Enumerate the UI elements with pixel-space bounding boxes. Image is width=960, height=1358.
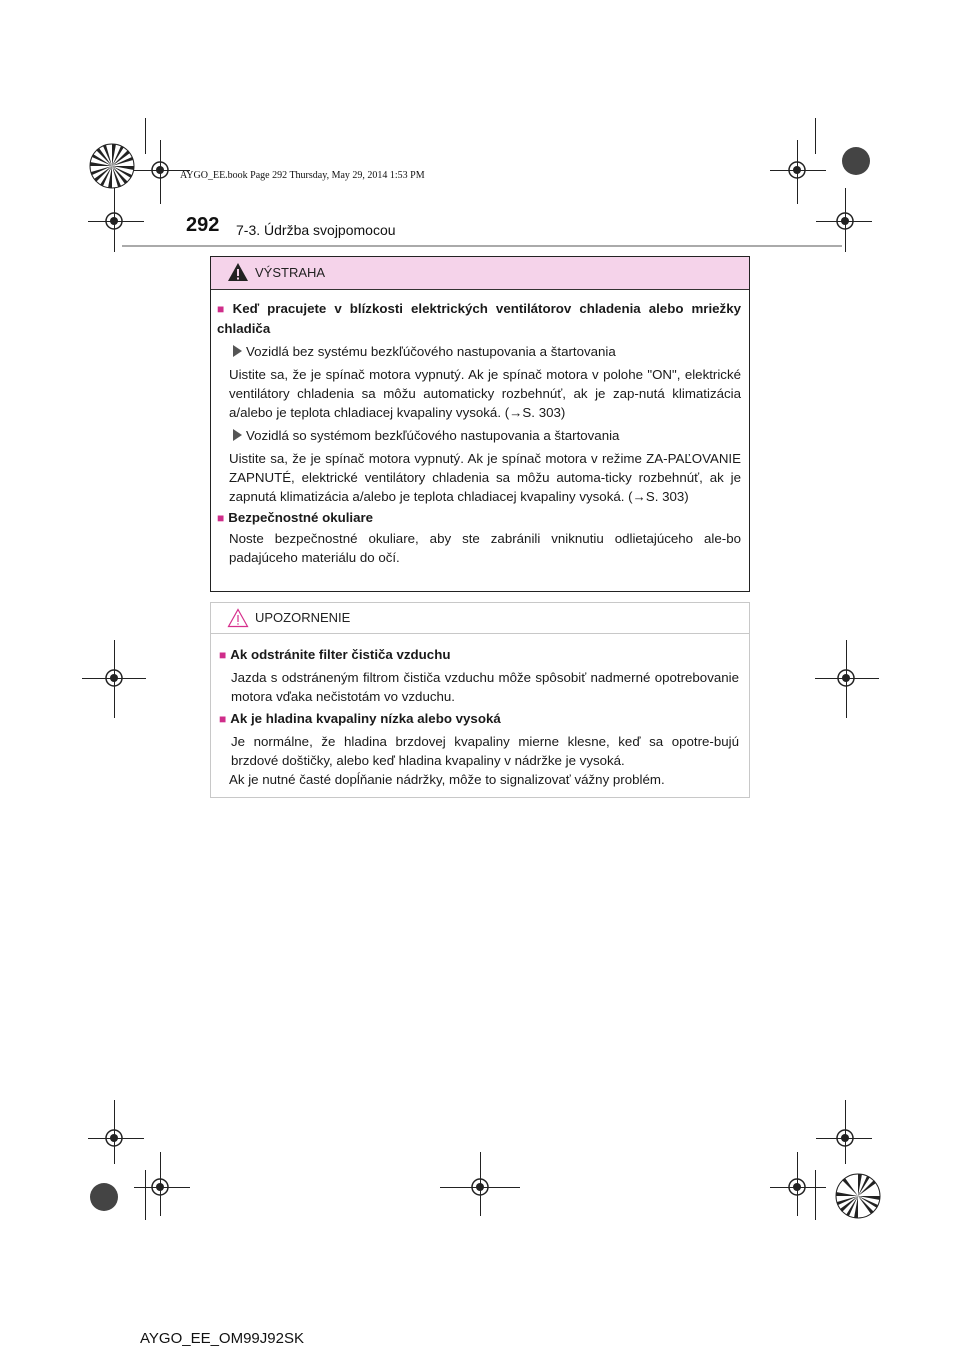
square-bullet-icon: ■ <box>217 302 229 316</box>
registration-mark-icon <box>786 159 808 181</box>
square-bullet-icon: ■ <box>217 511 225 525</box>
registration-mark-icon <box>469 1176 491 1198</box>
registration-mark-icon <box>835 667 857 689</box>
section-title: 7-3. Údržba svojpomocou <box>236 222 396 238</box>
warning-paragraph: Uistite sa, že je spínač motora vypnutý. Ak je spínač motora v režime ZA-PAĽOVANIE ZAPNUTÉ, elektrické ventilátory chladenia sa môžu automa-ticky rozbehnúť, ak je zapnutá klimatizácia a/alebo je teplota chladiacej kvapaliny vysoká. (→S. 303) <box>229 451 741 504</box>
registration-mark-icon <box>103 1127 125 1149</box>
registration-mark-icon <box>149 159 171 181</box>
notice-item-title <box>219 645 739 665</box>
warning-body <box>217 299 741 567</box>
crop-line <box>145 118 146 154</box>
warning-subheading-text: Vozidlá bez systému bezkľúčového nastupovania a štartovania <box>246 344 616 359</box>
warning-item-title <box>217 299 741 338</box>
crop-line <box>815 1170 816 1220</box>
warning-subheading <box>217 426 741 445</box>
triangle-bullet-icon <box>233 345 242 357</box>
warning-subheading-text: Vozidlá so systémom bezkľúčového nastupovania a štartovania <box>246 428 620 443</box>
page-number: 292 <box>186 214 220 236</box>
registration-mark-icon <box>834 1127 856 1149</box>
notice-label: UPOZORNENIE <box>255 610 351 625</box>
warning-item-title-text: Bezpečnostné okuliare <box>228 510 374 525</box>
warning-box <box>210 256 750 592</box>
warning-item-title-text: Keď pracujete v blízkosti elektrických ventilátorov chladenia alebo mriežky chladiča <box>217 301 741 336</box>
caution-triangle-icon <box>227 608 249 628</box>
star-target-icon <box>88 142 136 190</box>
warning-label: VÝSTRAHA <box>255 265 326 280</box>
registration-mark-icon <box>103 210 125 232</box>
warning-triangle-icon <box>227 262 249 282</box>
warning-item-title <box>217 508 741 528</box>
registration-mark-icon <box>103 667 125 689</box>
registration-mark-icon <box>786 1176 808 1198</box>
square-bullet-icon: ■ <box>219 648 227 662</box>
warning-paragraph: Noste bezpečnostné okuliare, aby ste zabránili vniknutiu odlietajúceho ale-bo padajúceho materiálu do očí. <box>229 531 741 565</box>
dark-circle-mark <box>842 147 870 175</box>
square-bullet-icon: ■ <box>219 712 227 726</box>
crop-line <box>145 1170 146 1220</box>
notice-paragraph: Ak je nutné časté dopĺňanie nádržky, môže to signalizovať vážny problém. <box>229 772 665 787</box>
crop-line <box>815 118 816 154</box>
warning-subheading <box>217 342 741 361</box>
notice-box <box>210 602 750 798</box>
notice-header <box>211 603 749 634</box>
book-stamp: AYGO_EE.book Page 292 Thursday, May 29, 2014 1:53 PM <box>180 170 425 181</box>
notice-item-title-text: Ak je hladina kvapaliny nízka alebo vysoká <box>230 711 501 726</box>
registration-mark-icon <box>834 210 856 232</box>
notice-item-title <box>219 709 739 729</box>
notice-body <box>219 645 739 789</box>
triangle-bullet-icon <box>233 429 242 441</box>
header-divider <box>122 245 842 247</box>
notice-paragraph: Jazda s odstráneným filtrom čističa vzduchu môže spôsobiť nadmerné opotrebovanie motora vďaka nečistotám vo vzduchu. <box>231 670 739 704</box>
warning-header <box>211 257 749 290</box>
star-target-icon <box>834 1172 882 1220</box>
notice-item-title-text: Ak odstránite filter čističa vzduchu <box>230 647 451 662</box>
warning-paragraph: Uistite sa, že je spínač motora vypnutý. Ak je spínač motora v polohe "ON", elektrické ventilátory chladenia sa môžu automaticky rozbehnúť, ak je zap-nutá klimatizácia a/alebo je teplota chladiacej kvapaliny vysoká. (→S. 303) <box>229 367 741 420</box>
dark-circle-mark <box>90 1183 118 1211</box>
notice-paragraph: Je normálne, že hladina brzdovej kvapaliny mierne klesne, keď sa opotre-bujú brzdové doštičky, alebo keď hladina kvapaliny v nádržke je vysoká. <box>231 734 739 768</box>
footer-code: AYGO_EE_OM99J92SK <box>140 1330 304 1347</box>
registration-mark-icon <box>149 1176 171 1198</box>
